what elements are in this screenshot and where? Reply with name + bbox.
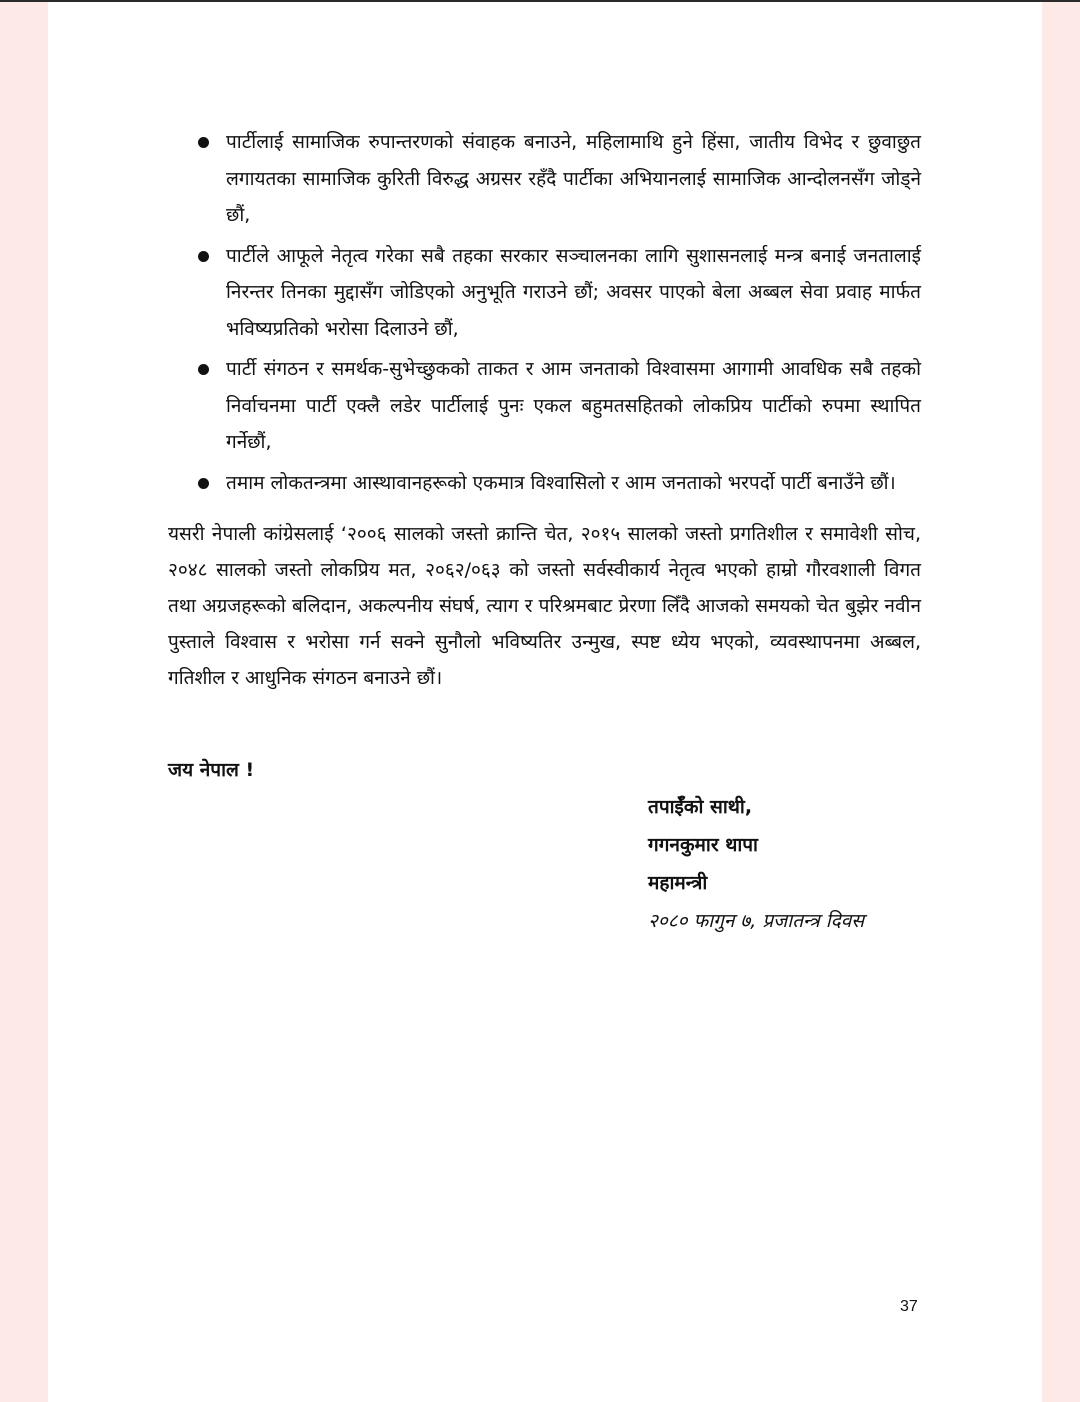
list-item-text: पार्टीलाई सामाजिक रुपान्तरणको संवाहक बनाउने, महिलामाथि हुने हिंसा, जातीय विभेद र छुवाछुत लगायतका सामाजिक कुरिती विरुद्ध अग्रसर रहँदै पार्टीका अभियानलाई सामाजिक आन्दोलनसँग जोड्ने छौं,: [226, 131, 921, 226]
list-item: [198, 124, 921, 234]
document-page: [48, 2, 1042, 1402]
bullet-icon: [198, 478, 209, 489]
greeting: जय नेपाल !: [168, 759, 255, 781]
bullet-icon: [198, 137, 209, 148]
list-item: [198, 465, 921, 502]
signature-title: महामन्त्री: [648, 872, 708, 894]
signature-block: [648, 788, 948, 940]
bullet-list: [198, 124, 921, 505]
page-number: 37: [900, 1298, 918, 1315]
list-item: [198, 238, 921, 348]
list-item-text: तमाम लोकतन्त्रमा आस्थावानहरूको एकमात्र विश्वासिलो र आम जनताको भरपर्दो पार्टी बनाउँने छौं।: [226, 471, 896, 494]
list-item: [198, 351, 921, 461]
bullet-icon: [198, 364, 209, 375]
body-paragraph: यसरी नेपाली कांग्रेसलाई ‘२००६ सालको जस्तो क्रान्ति चेत, २०१५ सालको जस्तो प्रगतिशील र समावेशी सोच, २०४८ सालको जस्तो लोकप्रिय मत, २०६२/०६३ को जस्तो सर्वस्वीकार्य नेतृत्व भएको हाम्रो गौरवशाली विगत तथा अग्रजहरूको बलिदान, अकल्पनीय संघर्ष, त्याग र परिश्रमबाट प्रेरणा लिँदै आजको समयको चेत बुझेर नवीन पुस्ताले विश्वास र भरोसा गर्न सक्ने सुनौलो भविष्यतिर उन्मुख, स्पष्ट ध्येय भएको, व्यवस्थापनमा अब्बल, गतिशील र आधुनिक संगठन बनाउने छौं।: [168, 523, 921, 689]
bullet-icon: [198, 251, 209, 262]
signature-date: २०८० फागुन ७, प्रजातन्त्र दिवस: [648, 910, 865, 932]
list-item-text: पार्टीले आफूले नेतृत्व गरेका सबै तहका सरकार सञ्चालनका लागि सुशासनलाई मन्त्र बनाई जनतालाई निरन्तर तिनका मुद्दासँग जोडिएको अनुभूति गराउने छौं; अवसर पाएको बेला अब्बल सेवा प्रवाह मार्फत भविष्यप्रतिको भरोसा दिलाउने छौं,: [226, 244, 921, 340]
list-item-text: पार्टी संगठन र समर्थक-सुभेच्छुकको ताकत र आम जनताको विश्वासमा आगामी आवधिक सबै तहको निर्वाचनमा पार्टी एक्लै लडेर पार्टीलाई पुनः एकल बहुमतसहितको लोकप्रिय पार्टीको रुपमा स्थापित गर्नेछौं,: [226, 358, 921, 453]
signature-name: गगनकुमार थापा: [648, 834, 758, 856]
signature-closing: तपाईँको साथी,: [648, 796, 753, 818]
